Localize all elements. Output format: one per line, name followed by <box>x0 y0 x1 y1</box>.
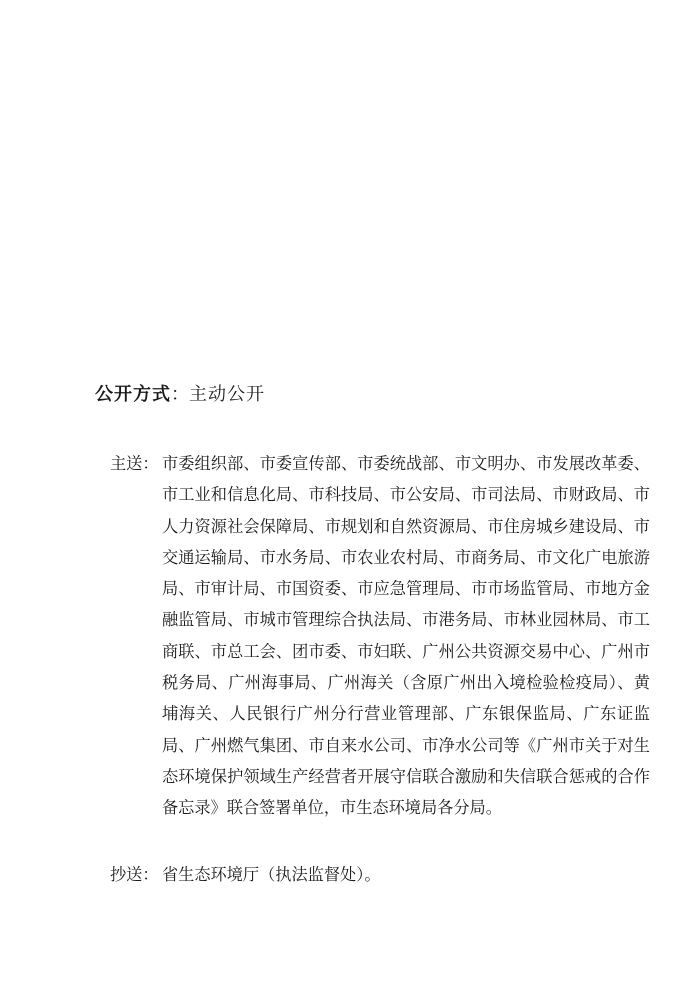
disclosure-value: 主动公开 <box>189 384 265 405</box>
disclosure-line <box>95 383 265 407</box>
cc-recipients <box>110 859 650 890</box>
disclosure-label: 公开方式 <box>95 384 171 405</box>
main-recipients <box>110 448 650 824</box>
cc-recipients-label: 抄送： <box>110 865 159 884</box>
main-recipients-label: 主送： <box>110 454 159 473</box>
cc-recipients-text: 省生态环境厅（执法监督处）。 <box>162 865 381 884</box>
disclosure-separator: ： <box>171 384 189 405</box>
main-recipients-text: 市委组织部、市委宣传部、市委统战部、市文明办、市发展改革委、市工业和信息化局、市科技局、市公安局、市司法局、市财政局、市人力资源社会保障局、市规划和自然资源局、市住房城乡建设局、市交通运输局、市水务局、市农业农村局、市商务局、市文化广电旅游局、市审计局、市国资委、市应急管理局、市市场监管局、市地方金融监管局、市城市管理综合执法局、市港务局、市林业园林局、市工商联、市总工会、团市委、市妇联、广州公共资源交易中心、广州市税务局、广州海事局、广州海关（含原广州出入境检验检疫局）、黄埔海关、人民银行广州分行营业管理部、广东银保监局、广东证监局、广州燃气集团、市自来水公司、市净水公司等《广州市关于对生态环境保护领域生产经营者开展守信联合激励和失信联合惩戒的合作备忘录》联合签署单位，市生态环境局各分局。 <box>162 454 650 818</box>
